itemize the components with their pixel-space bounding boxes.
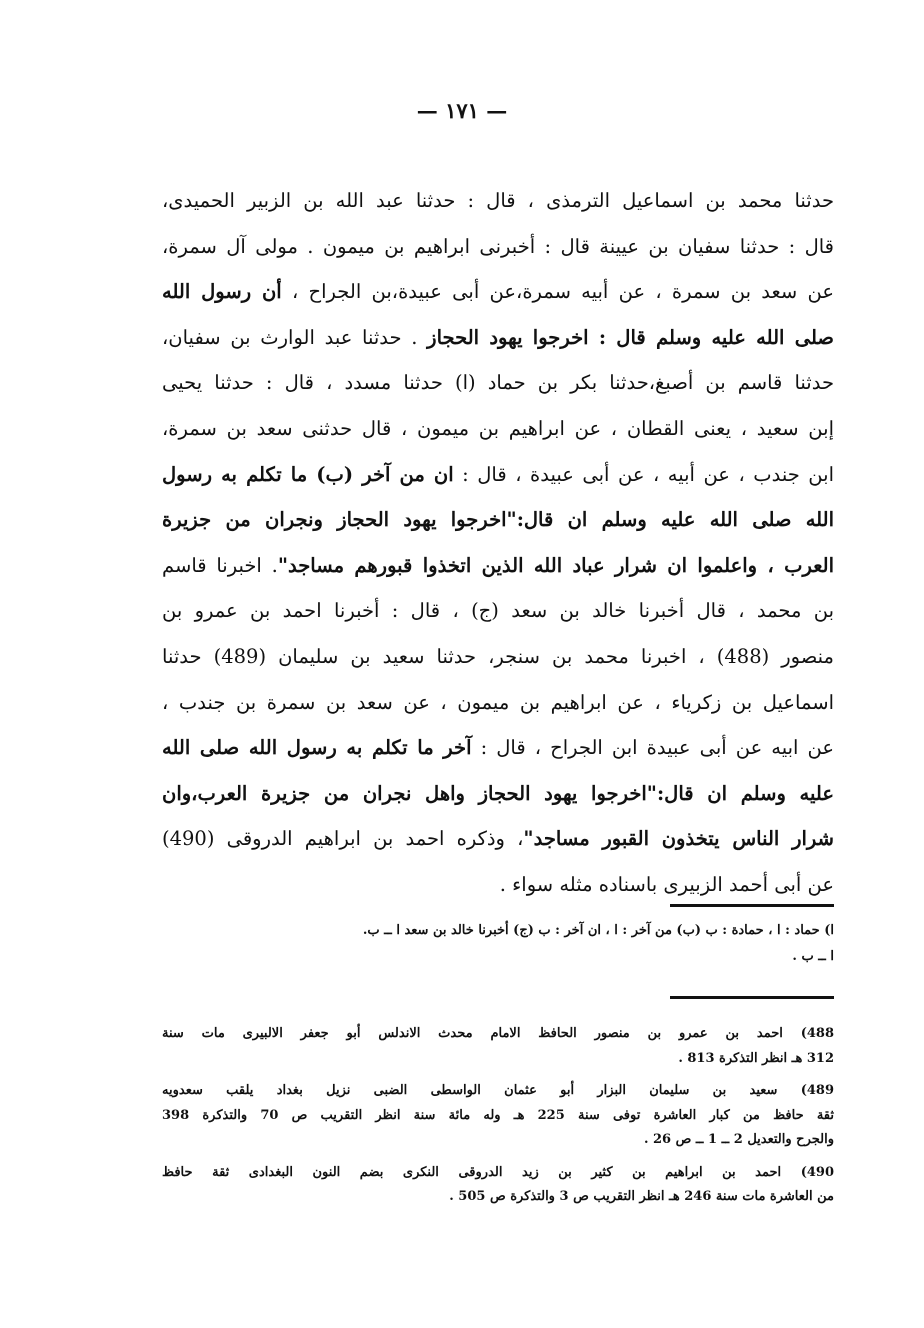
hadith-quote-text: آخر ما تكلم به رسول الله صلى الله [162,736,472,760]
narration-text: عن أبى أحمد الزبيرى باسناده مثله سواء . [499,872,834,896]
narration-text: منصور (488) ، اخبرنا محمد بن سنجر، حدثنا سعيد بن سليمان (489) حدثنا [162,644,834,668]
narration-text: عن سعد بن سمرة ، عن أبيه سمرة،عن أبى عبيدة،بن الجراح ، [281,280,834,304]
text-line [162,543,834,589]
narration-text: عن ابيه عن أبى عبيدة ابن الجراح ، قال : [471,736,834,760]
footnote-line: 490) احمد بن ابراهيم بن كثير بن زيد الدروقى النكرى بضم النون البغدادى ثقة حافظ [162,1164,834,1180]
footnote [162,1161,834,1210]
text-line [162,497,834,543]
text-line [162,725,834,771]
text-line [162,315,834,361]
footnote [162,1079,834,1153]
footnote-line: 312 هـ انظر التذكرة 813 . [678,1050,834,1066]
narration-text: . حدثنا عبد الوارث بن سفيان، [162,325,428,349]
footnote-line: والجرح والتعديل 2 ــ 1 ــ ص 26 . [643,1132,834,1147]
text-line [162,816,834,862]
footnotes [162,1022,834,1218]
text-line [162,680,834,726]
variants-separator-rule [670,904,834,907]
hadith-quote-text: أن رسول الله [162,280,282,304]
variant-note-line: ا) حماد : ا ، حمادة : ب (ب) من آخر : ا ، ان آخر : ب (ج) أخبرنا خالد بن سعد ا ــ ب. [362,923,834,938]
narration-text: حدثنا محمد بن اسماعيل الترمذى ، قال : حدثنا عبد الله بن الزبير الحميدى، [162,189,834,212]
hadith-quote-text: العرب ، واعلموا ان شرار عباد الله الذين اتخذوا قبورهم مساجد" [277,553,834,577]
text-line [162,862,834,908]
text-line [162,588,834,634]
text-line [162,406,834,452]
text-line [162,269,834,315]
narration-text: ابن جندب ، عن أبيه ، عن أبى عبيدة ، قال : [453,462,834,486]
text-line [162,224,834,270]
text-line [162,771,834,817]
footnote-line: 488) احمد بن عمرو بن منصور الحافظ الامام محدث الاندلس أبو جعفر الالبيرى مات سنة [162,1026,834,1041]
text-line [162,452,834,498]
text-line [162,360,834,406]
hadith-quote-text: عليه وسلم ان قال:"اخرجوا يهود الحجاز واهل نجران من جزيرة العرب،وان [162,781,834,805]
footnote-line: 489) سعيد بن سليمان البزار أبو عثمان الواسطى الضبى نزيل بغداد يلقب سعدويه [162,1083,834,1098]
textual-variants-note [162,918,834,970]
main-text-body [162,178,834,908]
footnote [162,1022,834,1071]
narration-text: إبن سعيد ، يعنى القطان ، عن ابراهيم بن ميمون ، قال حدثنى سعد بن سمرة، [162,416,834,440]
text-line [162,634,834,680]
narration-text: حدثنا قاسم بن أصبغ،حدثنا بكر بن حماد (ا) حدثنا مسدد ، قال : حدثنا يحيى [162,371,834,395]
hadith-quote-text: الله صلى الله عليه وسلم ان قال:"اخرجوا يهود الحجاز ونجران من جزيرة [162,508,834,532]
footnote-line: ثقة حافظ من كبار العاشرة توفى سنة 225 هـ وله مائة سنة انظر التقريب ص 70 والتذكرة 398 [162,1107,834,1123]
hadith-quote-text: شرار الناس يتخذون القبور مساجد" [523,827,834,851]
narration-text: . اخبرنا قاسم [162,553,278,577]
hadith-quote-text: صلى الله عليه وسلم قال : اخرجوا يهود الحجاز [427,325,834,349]
narration-text: قال : حدثنا سفيان بن عيينة قال : أخبرنى ابراهيم بن ميمون . مولى آل سمرة، [162,234,834,258]
narration-text: اسماعيل بن زكرياء ، عن ابراهيم بن ميمون ، عن سعد بن سمرة بن جندب ، [162,690,834,714]
narration-text: بن محمد ، قال أخبرنا خالد بن سعد (ج) ، قال : أخبرنا احمد بن عمرو بن [162,599,834,623]
hadith-quote-text: ان من آخر (ب) ما تكلم به رسول [162,462,454,486]
page-number: — ١٧١ — [416,98,508,123]
text-line [162,178,834,224]
footnote-line: من العاشرة مات سنة 246 هـ انظر التقريب ص 3 والتذكرة ص 505 . [449,1189,834,1204]
footnotes-separator-rule [670,996,834,999]
narration-text: ، وذكره احمد بن ابراهيم الدروقى (490) [162,827,524,851]
variant-note-line: ا ــ ب . [792,949,834,964]
